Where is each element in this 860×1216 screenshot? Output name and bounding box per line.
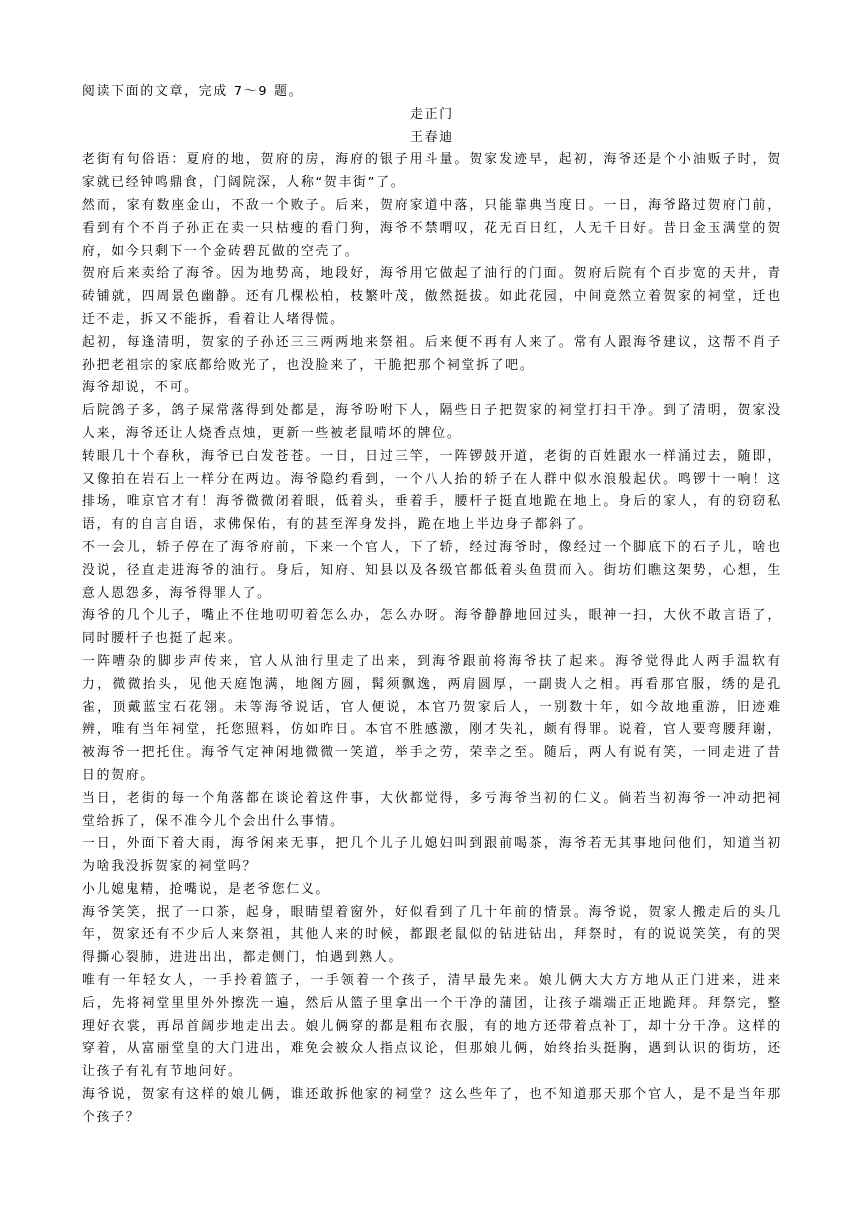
paragraph: 当日，老街的每一个角落都在谈论着这件事，大伙都觉得，多亏海爷当初的仁义。倘若当初海爷一冲动把祠堂给拆了，保不准今儿个会出什么事情。 (82, 790, 782, 829)
paragraph: 唯有一年轻女人，一手拎着篮子，一手领着一个孩子，清早最先来。娘儿俩大大方方地从正门进来，进来后，先将祠堂里里外外擦洗一遍，然后从篮子里拿出一个干净的蒲团，让孩子端端正正地跪拜。拜祭完，整理好衣裳，再昂首阔步地走出去。娘儿俩穿的都是粗布衣服，有的地方还带着点补丁，却十分干净。这样的穿着，从富丽堂皇的大门进出，难免会被众人指点议论，但那娘儿俩，始终抬头挺胸，遇到认识的街坊，还让孩子有礼有节地问好。 (82, 973, 782, 1080)
article-body (82, 81, 782, 1130)
reading-instruction: 阅读下面的文章，完成 7～9 题。 (82, 84, 304, 99)
article-title: 走正门 (410, 106, 454, 122)
paragraph: 海爷却说，不可。 (82, 380, 199, 396)
article-author: 王春迪 (410, 129, 454, 145)
paragraph: 后院鸽子多，鸽子屎常落得到处都是，海爷吩咐下人，隔些日子把贺家的祠堂打扫干净。到了清明，贺家没人来，海爷还让人烧香点烛，更新一些被老鼠啃坏的牌位。 (82, 403, 782, 441)
paragraph: 不一会儿，轿子停在了海爷府前，下来一个官人，下了轿，经过海爷时，像经过一个脚底下的石子儿，啥也没说，径直走进海爷的油行。身后，知府、知县以及各级官都低着头鱼贯而入。街坊们瞧这架势，心想，生意人恩怨多，海爷得罪人了。 (82, 539, 782, 601)
paragraph: 然而，家有数座金山，不敌一个败子。后来，贺府家道中落，只能靠典当度日。一日，海爷路过贺府门前，看到有个不肖子孙正在卖一只枯瘦的看门狗，海爷不禁喟叹，花无百日红，人无千日好。昔日金玉满堂的贺府，如今只剩下一个金砖碧瓦做的空壳了。 (82, 197, 782, 259)
paragraph: 转眼几十个春秋，海爷已白发苍苍。一日，日过三竿，一阵锣鼓开道，老街的百姓跟水一样涌过去，随即，又像拍在岩石上一样分在两边。海爷隐约看到，一个八人抬的轿子在人群中似水浪般起伏。鸣锣十一响！这排场，唯京官才有！海爷微微闭着眼，低着头，垂着手，腰杆子挺直地跪在地上。身后的家人，有的窃窃私语，有的自言自语，求佛保佑，有的甚至浑身发抖，跪在地上半边身子都斜了。 (82, 448, 782, 533)
paragraph: 小儿媳鬼精，抢嘴说，是老爷您仁义。 (82, 881, 331, 897)
paragraph: 老街有句俗语：夏府的地，贺府的房，海府的银子用斗量。贺家发迹早，起初，海爷还是个小油贩子时，贺家就已经钟鸣鼎食，门阔院深，人称“贺丰街”了。 (82, 152, 782, 191)
paragraph: 海爷笑笑，抿了一口茶，起身，眼睛望着窗外，好似看到了几十年前的情景。海爷说，贺家人搬走后的头几年，贺家还有不少后人来祭祖，其他人来的时候，都跟老鼠似的钻进钻出，拜祭时，有的说说笑笑，有的哭得撕心裂肺，进进出出，都走侧门，怕遇到熟人。 (82, 904, 782, 966)
paragraph: 一日，外面下着大雨，海爷闲来无事，把几个儿子儿媳妇叫到跟前喝茶，海爷若无其事地问他们，知道当初为啥我没拆贺家的祠堂吗？ (82, 836, 782, 875)
paragraph: 起初，每逢清明，贺家的子孙还三三两两地来祭祖。后来便不再有人来了。常有人跟海爷建议，这帮不肖子孙把老祖宗的家底都给败光了，也没脸来了，干脆把那个祠堂拆了吧。 (82, 334, 782, 373)
paragraph: 一阵嘈杂的脚步声传来，官人从油行里走了出来，到海爷跟前将海爷扶了起来。海爷觉得此人两手温软有力，微微抬头，见他天庭饱满，地阁方圆，髯须飘逸，两肩圆厚，一副贵人之相。再看那官服，绣的是孔雀，顶戴蓝宝石花翎。未等海爷说话，官人便说，本官乃贺家后人，一别数十年，如今故地重游，旧迹难辨，唯有当年祠堂，托您照料，仿如昨日。本官不胜感激，刚才失礼，颇有得罪。说着，官人要弯腰拜谢，被海爷一把托住。海爷气定神闲地微微一笑道，举手之劳，荣幸之至。随后，两人有说有笑，一同走进了昔日的贺府。 (82, 653, 782, 783)
paragraph: 贺府后来卖给了海爷。因为地势高，地段好，海爷用它做起了油行的门面。贺府后院有个百步宽的天井，青砖铺就，四周景色幽静。还有几棵松柏，枝繁叶茂，傲然挺拔。如此花园，中间竟然立着贺家的祠堂，迁也迁不走，拆又不能拆，看着让人堵得慌。 (82, 266, 782, 327)
paragraph: 海爷的几个儿子，嘴止不住地叨叨着怎么办，怎么办呀。海爷静静地回过头，眼神一扫，大伙不敢言语了，同时腰杆子也挺了起来。 (82, 608, 782, 647)
paragraph: 海爷说，贺家有这样的娘儿俩，谁还敢拆他家的祠堂？这么些年了，也不知道那天那个官人，是不是当年那个孩子？ (82, 1087, 782, 1125)
